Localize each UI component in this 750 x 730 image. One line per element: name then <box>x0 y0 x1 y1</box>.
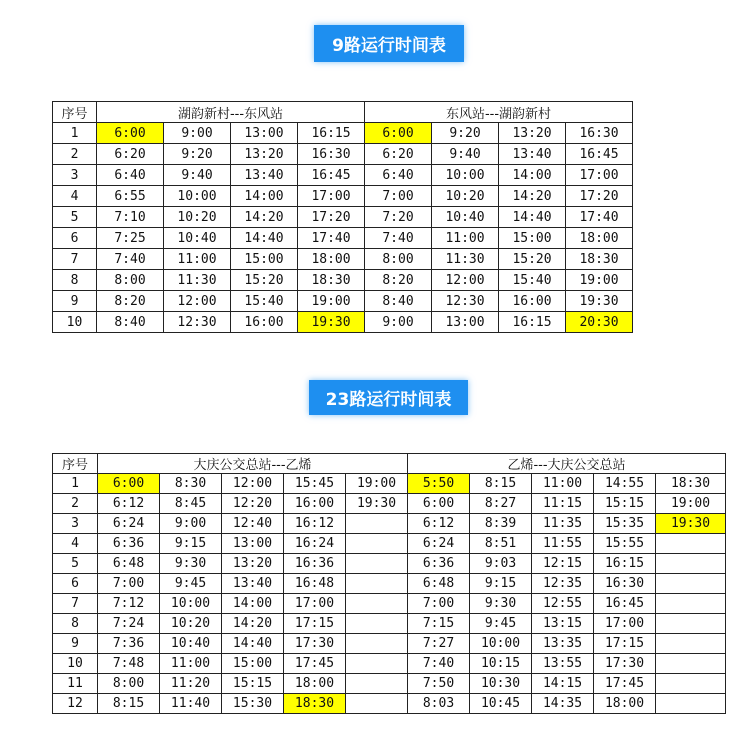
departure-time: 11:15 <box>532 494 594 514</box>
row-index: 5 <box>53 554 98 574</box>
table-row <box>53 144 633 165</box>
departure-time: 13:00 <box>222 534 284 554</box>
departure-time: 6:00 <box>98 474 160 494</box>
departure-time: 15:00 <box>222 654 284 674</box>
departure-time: 15:35 <box>594 514 656 534</box>
departure-time: 8:30 <box>160 474 222 494</box>
row-index: 10 <box>53 312 97 333</box>
row-index: 4 <box>53 534 98 554</box>
departure-time: 12:00 <box>222 474 284 494</box>
row-index: 10 <box>53 654 98 674</box>
departure-time: 16:24 <box>284 534 346 554</box>
departure-time: 6:36 <box>98 534 160 554</box>
departure-time: 17:15 <box>284 614 346 634</box>
departure-time: 13:35 <box>532 634 594 654</box>
departure-time: 14:00 <box>499 165 566 186</box>
departure-time: 19:30 <box>298 312 365 333</box>
departure-time: 16:36 <box>284 554 346 574</box>
departure-time: 10:30 <box>470 674 532 694</box>
departure-time: 14:15 <box>532 674 594 694</box>
departure-time: 15:55 <box>594 534 656 554</box>
table-row <box>53 474 726 494</box>
departure-time: 11:55 <box>532 534 594 554</box>
departure-time: 10:40 <box>160 634 222 654</box>
departure-time: 7:40 <box>365 228 432 249</box>
departure-time: 8:20 <box>97 291 164 312</box>
row-index: 7 <box>53 249 97 270</box>
departure-time: 17:45 <box>284 654 346 674</box>
departure-time: 16:45 <box>298 165 365 186</box>
row-index: 3 <box>53 514 98 534</box>
departure-time: 18:00 <box>566 228 633 249</box>
departure-time <box>346 694 408 714</box>
departure-time: 19:00 <box>656 494 726 514</box>
departure-time: 19:00 <box>566 270 633 291</box>
departure-time: 11:35 <box>532 514 594 534</box>
departure-time: 17:00 <box>594 614 656 634</box>
departure-time: 15:20 <box>499 249 566 270</box>
departure-time: 7:36 <box>98 634 160 654</box>
table-row <box>53 654 726 674</box>
table-row <box>53 207 633 228</box>
departure-time: 19:00 <box>298 291 365 312</box>
departure-time <box>346 574 408 594</box>
departure-time: 15:15 <box>222 674 284 694</box>
departure-time: 14:00 <box>222 594 284 614</box>
route23-timetable <box>52 453 726 714</box>
departure-time: 19:30 <box>656 514 726 534</box>
departure-time: 18:30 <box>566 249 633 270</box>
row-index: 1 <box>53 123 97 144</box>
route9-title: 9路运行时间表 <box>314 25 464 62</box>
table-row <box>53 594 726 614</box>
departure-time: 17:00 <box>298 186 365 207</box>
departure-time <box>346 614 408 634</box>
departure-time <box>656 634 726 654</box>
departure-time: 7:20 <box>365 207 432 228</box>
departure-time: 14:20 <box>222 614 284 634</box>
departure-time: 10:00 <box>160 594 222 614</box>
departure-time: 8:00 <box>97 270 164 291</box>
departure-time: 14:35 <box>532 694 594 714</box>
departure-time: 9:03 <box>470 554 532 574</box>
table-row <box>53 165 633 186</box>
table-header-row <box>53 454 726 474</box>
departure-time: 10:00 <box>470 634 532 654</box>
departure-time: 15:40 <box>499 270 566 291</box>
departure-time: 16:45 <box>566 144 633 165</box>
departure-time: 13:55 <box>532 654 594 674</box>
departure-time: 13:20 <box>499 123 566 144</box>
table-row <box>53 312 633 333</box>
row-index: 6 <box>53 574 98 594</box>
departure-time: 7:15 <box>408 614 470 634</box>
departure-time: 6:24 <box>408 534 470 554</box>
departure-time: 15:20 <box>231 270 298 291</box>
departure-time: 17:20 <box>298 207 365 228</box>
departure-time: 9:00 <box>164 123 231 144</box>
departure-time: 9:45 <box>470 614 532 634</box>
departure-time: 15:30 <box>222 694 284 714</box>
departure-time: 7:25 <box>97 228 164 249</box>
table-row <box>53 228 633 249</box>
row-index: 1 <box>53 474 98 494</box>
table-row <box>53 554 726 574</box>
departure-time: 8:15 <box>470 474 532 494</box>
departure-time: 7:27 <box>408 634 470 654</box>
departure-time <box>656 674 726 694</box>
departure-time: 9:40 <box>432 144 499 165</box>
table-row <box>53 249 633 270</box>
departure-time: 17:00 <box>284 594 346 614</box>
row-index: 7 <box>53 594 98 614</box>
departure-time: 12:55 <box>532 594 594 614</box>
row-index: 5 <box>53 207 97 228</box>
departure-time: 15:45 <box>284 474 346 494</box>
departure-time: 17:20 <box>566 186 633 207</box>
row-index: 3 <box>53 165 97 186</box>
departure-time: 11:00 <box>164 249 231 270</box>
table-row <box>53 694 726 714</box>
departure-time: 11:00 <box>432 228 499 249</box>
departure-time: 9:20 <box>432 123 499 144</box>
departure-time: 11:00 <box>532 474 594 494</box>
departure-time: 16:15 <box>499 312 566 333</box>
departure-time: 6:24 <box>98 514 160 534</box>
departure-time: 10:00 <box>432 165 499 186</box>
departure-time: 6:36 <box>408 554 470 574</box>
table-row <box>53 534 726 554</box>
departure-time <box>656 534 726 554</box>
table-row <box>53 514 726 534</box>
table-row <box>53 614 726 634</box>
departure-time: 9:30 <box>470 594 532 614</box>
departure-time <box>656 614 726 634</box>
departure-time: 17:15 <box>594 634 656 654</box>
departure-time: 16:45 <box>594 594 656 614</box>
departure-time: 6:00 <box>408 494 470 514</box>
departure-time: 10:40 <box>164 228 231 249</box>
table-row <box>53 674 726 694</box>
departure-time: 12:30 <box>432 291 499 312</box>
departure-time: 7:48 <box>98 654 160 674</box>
departure-time: 6:12 <box>408 514 470 534</box>
departure-time: 9:00 <box>160 514 222 534</box>
departure-time: 8:03 <box>408 694 470 714</box>
departure-time: 17:30 <box>594 654 656 674</box>
departure-time: 16:12 <box>284 514 346 534</box>
departure-time <box>656 574 726 594</box>
departure-time: 5:50 <box>408 474 470 494</box>
departure-time: 9:20 <box>164 144 231 165</box>
departure-time: 12:35 <box>532 574 594 594</box>
departure-time: 16:00 <box>231 312 298 333</box>
departure-time: 13:00 <box>231 123 298 144</box>
departure-time: 6:40 <box>97 165 164 186</box>
departure-time: 9:45 <box>160 574 222 594</box>
route23-title: 23路运行时间表 <box>309 380 468 415</box>
departure-time: 12:30 <box>164 312 231 333</box>
departure-time: 6:00 <box>97 123 164 144</box>
departure-time: 12:15 <box>532 554 594 574</box>
departure-time: 10:20 <box>164 207 231 228</box>
row-index: 9 <box>53 634 98 654</box>
departure-time: 6:48 <box>408 574 470 594</box>
table-row <box>53 123 633 144</box>
departure-time: 8:27 <box>470 494 532 514</box>
departure-time: 8:40 <box>365 291 432 312</box>
table-row <box>53 634 726 654</box>
departure-time: 13:15 <box>532 614 594 634</box>
departure-time: 8:39 <box>470 514 532 534</box>
row-index: 12 <box>53 694 98 714</box>
table-row <box>53 291 633 312</box>
departure-time: 11:00 <box>160 654 222 674</box>
departure-time: 17:45 <box>594 674 656 694</box>
departure-time: 14:20 <box>231 207 298 228</box>
departure-time: 14:55 <box>594 474 656 494</box>
departure-time: 9:40 <box>164 165 231 186</box>
departure-time: 12:20 <box>222 494 284 514</box>
departure-time: 13:40 <box>222 574 284 594</box>
departure-time <box>346 674 408 694</box>
departure-time: 10:20 <box>432 186 499 207</box>
departure-time: 18:00 <box>594 694 656 714</box>
departure-time: 8:00 <box>98 674 160 694</box>
departure-time: 11:20 <box>160 674 222 694</box>
departure-time: 14:40 <box>231 228 298 249</box>
departure-time: 11:40 <box>160 694 222 714</box>
direction-header: 乙烯---大庆公交总站 <box>408 454 726 474</box>
departure-time: 19:00 <box>346 474 408 494</box>
departure-time: 9:15 <box>160 534 222 554</box>
departure-time: 18:00 <box>284 674 346 694</box>
departure-time: 20:30 <box>566 312 633 333</box>
departure-time: 6:55 <box>97 186 164 207</box>
departure-time: 7:00 <box>98 574 160 594</box>
departure-time: 12:40 <box>222 514 284 534</box>
row-index: 4 <box>53 186 97 207</box>
departure-time: 8:00 <box>365 249 432 270</box>
direction-header: 东风站---湖韵新村 <box>365 102 633 123</box>
departure-time <box>656 654 726 674</box>
departure-time <box>346 534 408 554</box>
departure-time: 8:51 <box>470 534 532 554</box>
index-header: 序号 <box>53 102 97 123</box>
departure-time <box>656 554 726 574</box>
departure-time: 7:12 <box>98 594 160 614</box>
departure-time: 16:15 <box>594 554 656 574</box>
departure-time: 17:40 <box>566 207 633 228</box>
departure-time: 18:30 <box>284 694 346 714</box>
departure-time: 17:40 <box>298 228 365 249</box>
departure-time: 7:10 <box>97 207 164 228</box>
route9-timetable <box>52 101 633 333</box>
departure-time: 15:00 <box>499 228 566 249</box>
index-header: 序号 <box>53 454 98 474</box>
departure-time: 14:00 <box>231 186 298 207</box>
departure-time: 6:00 <box>365 123 432 144</box>
departure-time <box>346 594 408 614</box>
departure-time: 9:00 <box>365 312 432 333</box>
departure-time: 6:12 <box>98 494 160 514</box>
departure-time: 16:30 <box>298 144 365 165</box>
departure-time: 16:30 <box>594 574 656 594</box>
departure-time: 7:00 <box>365 186 432 207</box>
table-row <box>53 574 726 594</box>
row-index: 11 <box>53 674 98 694</box>
row-index: 2 <box>53 144 97 165</box>
departure-time: 6:20 <box>97 144 164 165</box>
departure-time <box>346 514 408 534</box>
departure-time: 10:15 <box>470 654 532 674</box>
departure-time: 14:20 <box>499 186 566 207</box>
row-index: 8 <box>53 614 98 634</box>
departure-time: 16:30 <box>566 123 633 144</box>
row-index: 2 <box>53 494 98 514</box>
departure-time: 17:00 <box>566 165 633 186</box>
departure-time: 13:00 <box>432 312 499 333</box>
departure-time: 7:24 <box>98 614 160 634</box>
departure-time: 9:15 <box>470 574 532 594</box>
departure-time: 13:20 <box>222 554 284 574</box>
departure-time: 8:40 <box>97 312 164 333</box>
departure-time: 13:40 <box>231 165 298 186</box>
departure-time: 18:30 <box>656 474 726 494</box>
departure-time: 10:00 <box>164 186 231 207</box>
row-index: 9 <box>53 291 97 312</box>
departure-time: 16:48 <box>284 574 346 594</box>
departure-time: 16:00 <box>499 291 566 312</box>
departure-time: 8:20 <box>365 270 432 291</box>
departure-time: 11:30 <box>164 270 231 291</box>
departure-time: 12:00 <box>164 291 231 312</box>
departure-time: 18:30 <box>298 270 365 291</box>
departure-time: 15:00 <box>231 249 298 270</box>
departure-time: 13:20 <box>231 144 298 165</box>
table-header-row <box>53 102 633 123</box>
table-row <box>53 494 726 514</box>
departure-time: 7:40 <box>408 654 470 674</box>
departure-time: 19:30 <box>346 494 408 514</box>
departure-time: 19:30 <box>566 291 633 312</box>
departure-time: 6:20 <box>365 144 432 165</box>
departure-time <box>656 594 726 614</box>
departure-time <box>346 554 408 574</box>
departure-time <box>656 694 726 714</box>
departure-time: 10:20 <box>160 614 222 634</box>
departure-time: 17:30 <box>284 634 346 654</box>
departure-time: 9:30 <box>160 554 222 574</box>
departure-time: 12:00 <box>432 270 499 291</box>
departure-time: 6:40 <box>365 165 432 186</box>
table-row <box>53 270 633 291</box>
table-row <box>53 186 633 207</box>
departure-time: 15:40 <box>231 291 298 312</box>
departure-time: 7:40 <box>97 249 164 270</box>
row-index: 6 <box>53 228 97 249</box>
departure-time: 14:40 <box>222 634 284 654</box>
departure-time: 14:40 <box>499 207 566 228</box>
departure-time: 13:40 <box>499 144 566 165</box>
departure-time: 11:30 <box>432 249 499 270</box>
direction-header: 大庆公交总站---乙烯 <box>98 454 408 474</box>
departure-time: 15:15 <box>594 494 656 514</box>
departure-time: 6:48 <box>98 554 160 574</box>
departure-time: 18:00 <box>298 249 365 270</box>
departure-time: 10:45 <box>470 694 532 714</box>
departure-time: 10:40 <box>432 207 499 228</box>
direction-header: 湖韵新村---东风站 <box>97 102 365 123</box>
departure-time <box>346 654 408 674</box>
departure-time <box>346 634 408 654</box>
row-index: 8 <box>53 270 97 291</box>
departure-time: 8:45 <box>160 494 222 514</box>
departure-time: 8:15 <box>98 694 160 714</box>
departure-time: 16:15 <box>298 123 365 144</box>
departure-time: 7:50 <box>408 674 470 694</box>
departure-time: 7:00 <box>408 594 470 614</box>
departure-time: 16:00 <box>284 494 346 514</box>
